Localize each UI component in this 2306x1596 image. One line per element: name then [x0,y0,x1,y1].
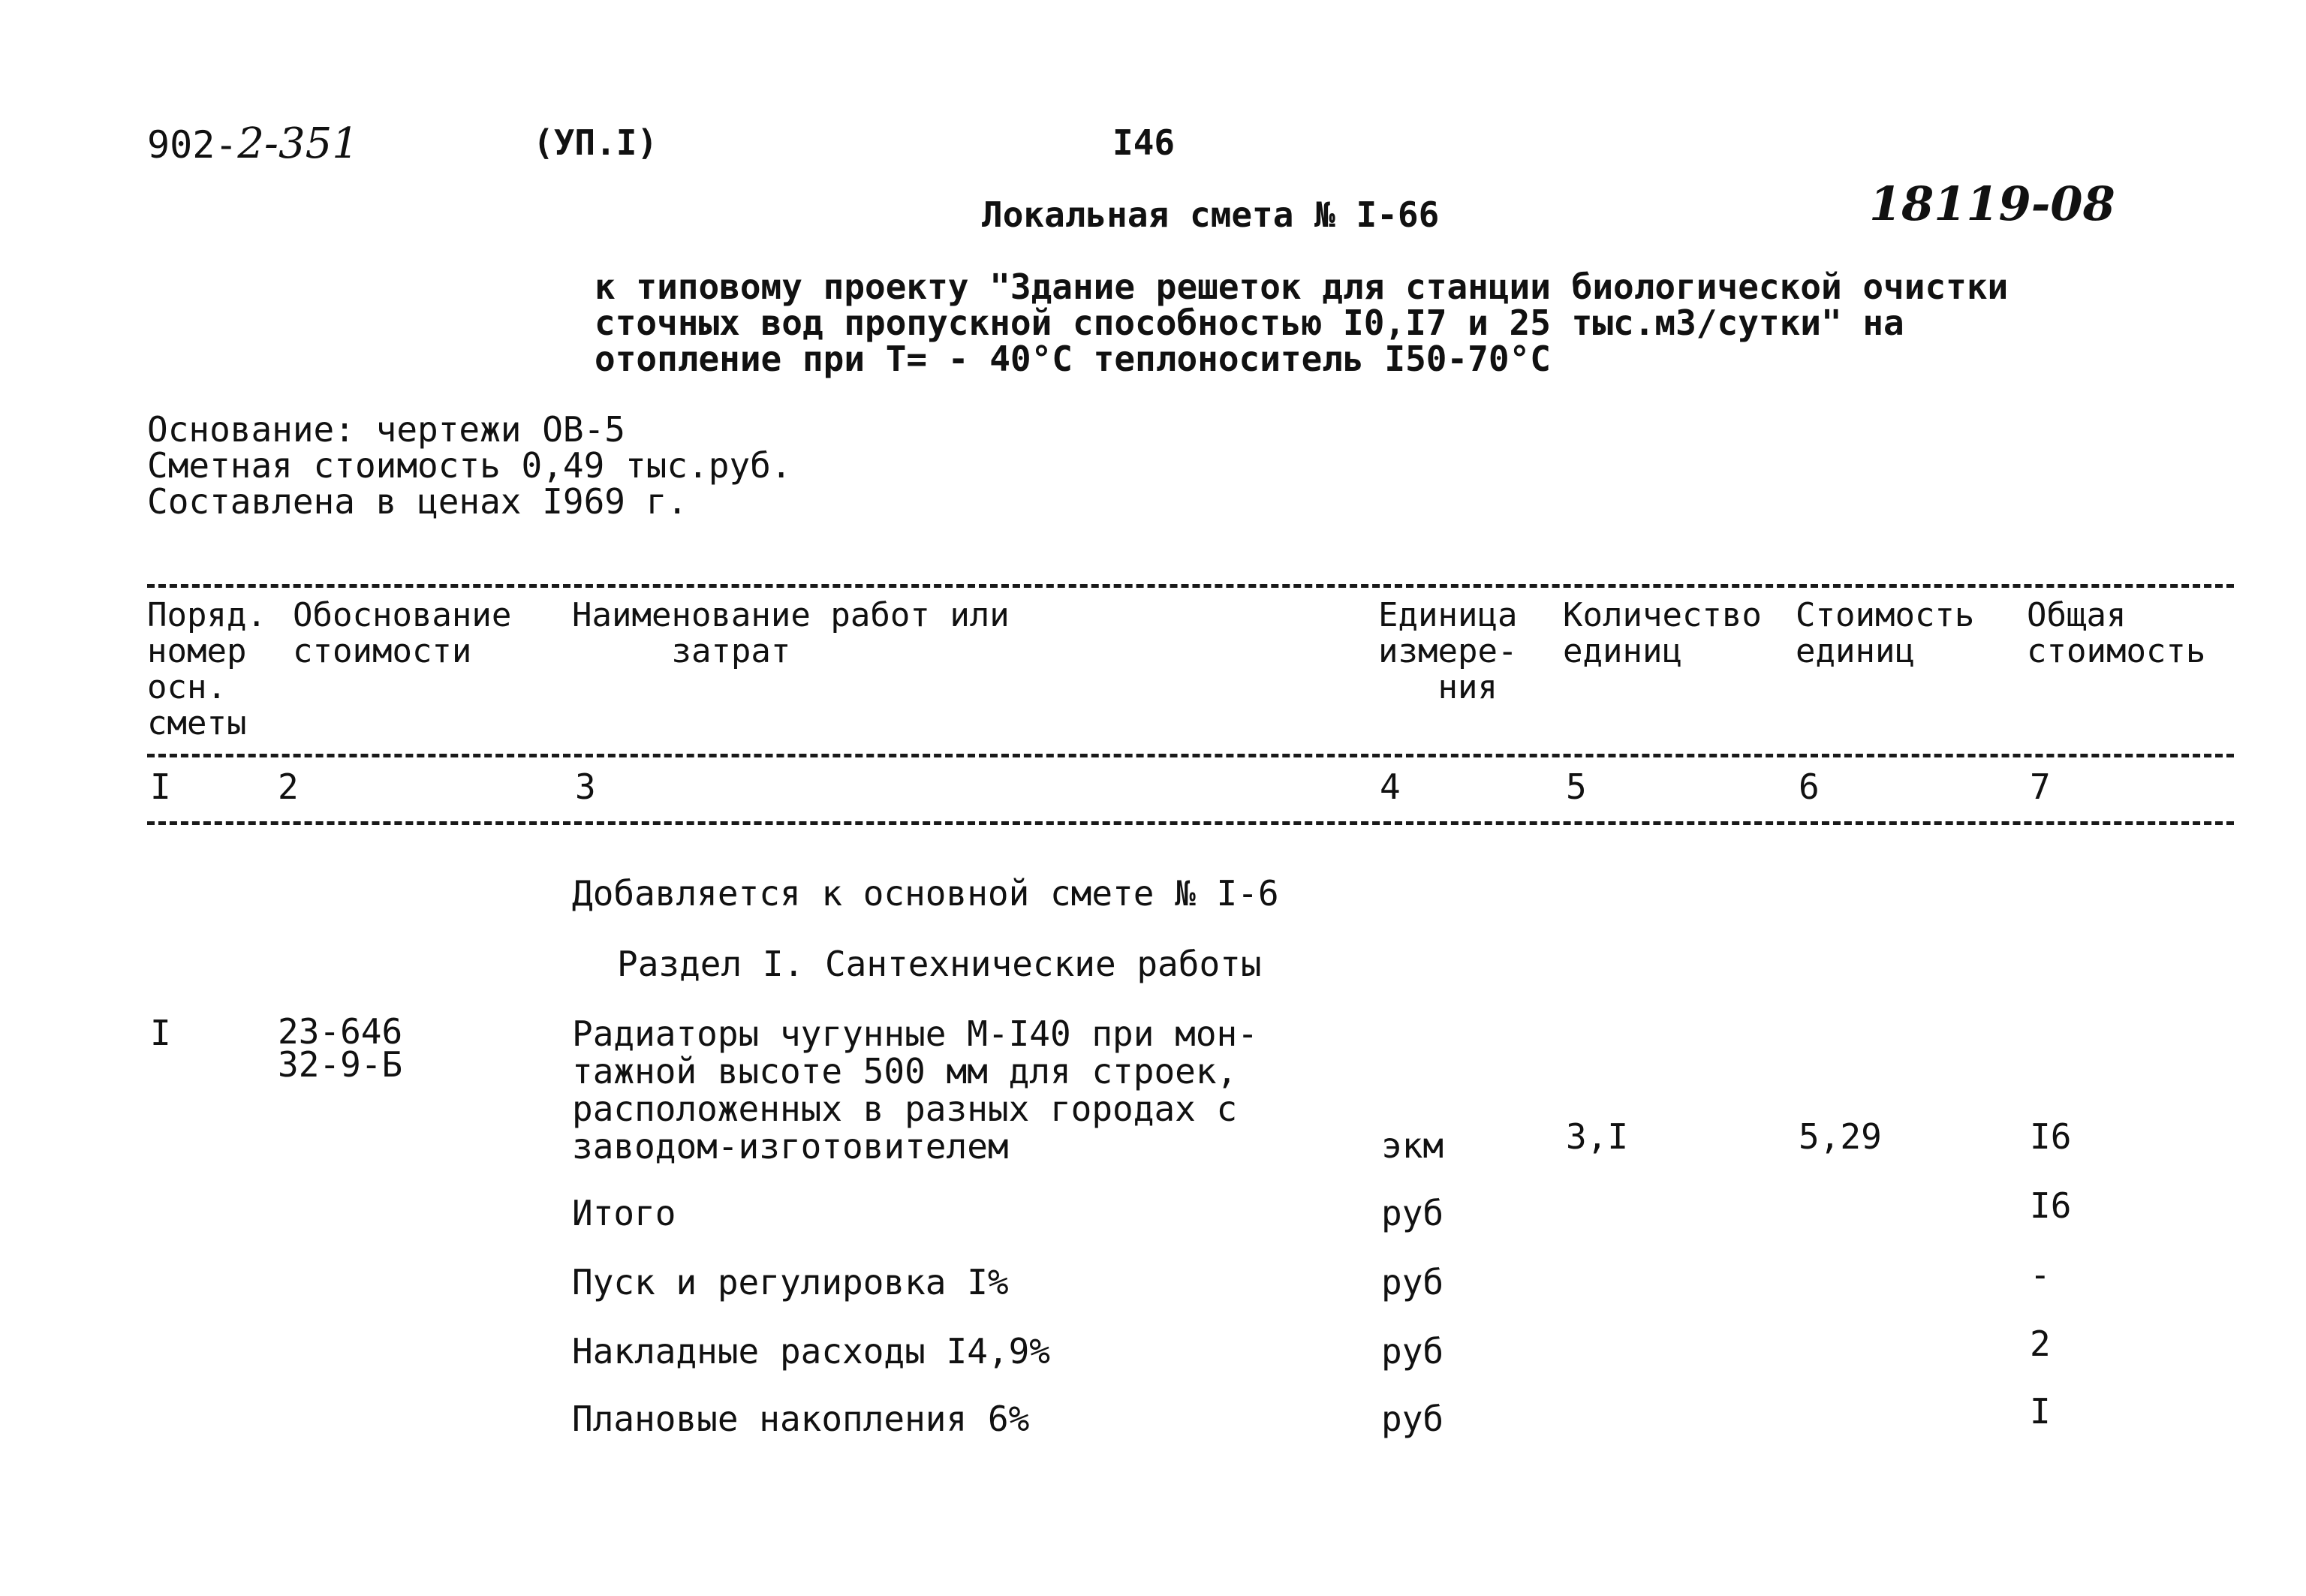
col-number-6: 6 [1799,766,1820,807]
subtitle-line: к типовому проекту "Здание решеток для станции биологической очистки [595,267,2009,307]
col-header-unit-cost: Стоимость единиц [1796,596,1975,670]
summary-unit: руб [1381,1193,1444,1233]
project-code-printed: 902- [147,123,238,167]
album-label: (УП.I) [533,122,658,163]
estimate-title: Локальная смета № I-66 [982,194,1440,235]
summary-unit: руб [1381,1399,1444,1439]
summary-total: I [2030,1391,2051,1432]
item-name: Радиаторы чугунные М-I40 при мон- тажной высоте 500 мм для строек, расположенных в разных городах с заводом-изготовителем [572,1013,1258,1167]
col-header-total: Общая стоимость [2027,596,2206,670]
summary-total: 2 [2030,1323,2051,1364]
item-order-number: I [150,1013,171,1053]
summary-name: Плановые накопления 6% [572,1399,1030,1439]
col-number-3: 3 [575,766,596,807]
item-total: I6 [2030,1116,2072,1157]
table-rule-mid [147,754,2234,757]
summary-name: Пуск и регулировка I% [572,1262,1009,1302]
section-title: Раздел I. Сантехнические работы [617,944,1262,984]
info-basis: Основание: чертежи ОВ-5 [147,409,625,450]
summary-name: Накладные расходы I4,9% [572,1331,1050,1372]
addition-note: Добавляется к основной смете № I-6 [572,873,1279,914]
project-code [147,120,359,168]
item-unit: экм [1381,1125,1444,1166]
project-code-handwritten: 2-351 [237,119,359,168]
col-number-2: 2 [278,766,299,807]
col-number-5: 5 [1566,766,1587,807]
page-number: I46 [1112,122,1176,163]
col-header-name: Наименование работ или затрат [572,596,1010,670]
item-unit-cost: 5,29 [1799,1116,1882,1157]
col-header-order: Поряд. номер осн. сметы [147,596,266,742]
subtitle-line: отопление при Т= - 40°С теплоноситель I50-70°С [595,339,1551,379]
table-rule-bottom [147,821,2234,825]
info-cost: Сметная стоимость 0,49 тыс.руб. [147,445,792,486]
col-header-quantity: Количество единиц [1563,596,1762,670]
subtitle-line: сточных вод пропускной способностью I0,I7 и 25 тыс.м3/сутки" на [595,303,1904,343]
col-header-unit: Единица измере- ния [1378,596,1518,706]
col-number-1: I [150,766,171,807]
summary-name: Итого [572,1193,676,1233]
info-prices-year: Составлена в ценах I969 г. [147,481,688,522]
table-rule-top [147,584,2234,588]
col-number-4: 4 [1380,766,1401,807]
summary-unit: руб [1381,1262,1444,1302]
col-header-basis: Обоснование стоимости [293,596,512,670]
col-number-7: 7 [2030,766,2051,807]
item-quantity: 3,I [1566,1116,1629,1157]
registration-number: 18119-08 [1869,176,2115,231]
summary-unit: руб [1381,1331,1444,1372]
summary-total: - [2030,1254,2051,1295]
summary-total: I6 [2030,1185,2072,1226]
item-basis: 23-646 32-9-Б [278,1011,403,1085]
